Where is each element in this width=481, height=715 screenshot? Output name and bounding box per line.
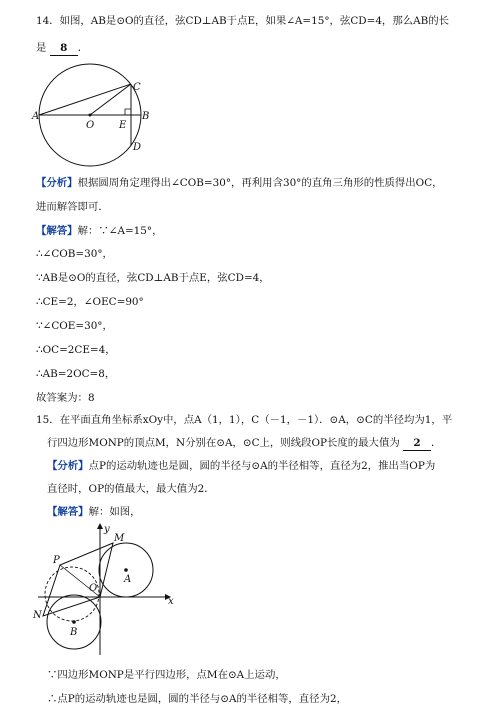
q15-step: ∵四边形MONP是平行四边形，点M在⊙A上运动，	[47, 669, 286, 681]
q14-analysis-line1	[36, 176, 467, 190]
q14-solution-text: 解：∵∠A=15°，	[77, 225, 163, 237]
q14-step: ∴OC=2CE=4，	[36, 344, 116, 356]
q14-label-e: E	[119, 120, 127, 131]
q14-label-d: D	[133, 142, 142, 153]
q14-analysis-tag: 【分析】	[36, 177, 78, 189]
q15-step: ∴点P的运动轨迹也是圆，圆的半径与⊙A的半径相等，直径为2，	[47, 693, 347, 705]
q15-label-p: P	[53, 555, 60, 566]
q14-label-b: B	[142, 111, 150, 122]
q14-answer-blank: 8	[50, 41, 78, 56]
q15-label-o: O	[89, 583, 98, 594]
q15-solution-text: 解：如图，	[88, 506, 141, 518]
q14-solution-line1	[36, 224, 467, 238]
q15-point-b-dot	[72, 620, 76, 624]
q15-stem-prefix: 行四边形MONP的顶点M，N分别在⊙A，⊙C上，则线段OP长度的最大值为	[47, 437, 400, 449]
q14-right-angle-mark	[125, 109, 131, 115]
q15-stem-line2	[47, 436, 467, 451]
q14-circle-figure	[0, 62, 481, 177]
q15-analysis-text: 点P的运动轨迹也是圆，圆的半径与⊙A的半径相等，直径为2，推出当OP为	[88, 460, 436, 472]
q15-stem-line1: 15．在平面直角坐标系xOy中，点A（1，1），C（－1，－1）．⊙A，⊙C的半径均为1，平	[36, 414, 453, 426]
q14-stem-line2	[36, 41, 467, 56]
q15-label-n: N	[33, 610, 42, 621]
q14-step: ∵AB是⊙O的直径，弦CD⊥AB于点E，弦CD=4，	[36, 272, 270, 284]
q15-solution-line1	[47, 505, 467, 519]
q14-center-dot	[89, 114, 92, 117]
q15-solution-tag: 【解答】	[47, 506, 89, 518]
q15-analysis-tag: 【分析】	[47, 460, 89, 472]
q14-label-o: O	[86, 120, 95, 131]
q15-label-b: B	[70, 627, 78, 638]
q15-coordinate-figure	[0, 522, 481, 657]
q14-stem-line1: 14．如图，AB是⊙O的直径，弦CD⊥AB于点E，如果∠A=15°，弦CD=4，那么AB的长	[36, 15, 450, 27]
q15-analysis-line1	[47, 459, 467, 473]
q14-step: 故答案为：8	[36, 392, 95, 404]
q15-label-a: A	[124, 574, 132, 585]
q14-stem-prefix: 是	[36, 42, 47, 54]
q14-label-c: C	[133, 82, 141, 93]
q15-analysis-line2: 直径时，OP的值最大，最大值为2．	[47, 483, 215, 495]
q14-step: ∴∠COB=30°，	[36, 248, 113, 260]
q14-step: ∴AB=2OC=8，	[36, 368, 116, 380]
q14-segment-ac	[39, 84, 131, 115]
q15-label-y: y	[104, 524, 110, 535]
q14-step: ∵∠COE=30°，	[36, 320, 113, 332]
q15-answer-blank: 2	[403, 436, 431, 451]
q15-point-a-dot	[124, 568, 128, 572]
q15-label-x: x	[168, 596, 174, 607]
q15-stem-end: ．	[431, 437, 442, 449]
q14-analysis-text: 根据圆周角定理得出∠COB=30°，再利用含30°的直角三角形的性质得出OC，	[77, 177, 443, 189]
q14-solution-tag: 【解答】	[36, 225, 78, 237]
q14-analysis-line2: 进而解答即可．	[36, 201, 109, 213]
q14-step: ∴CE=2，∠OEC=90°	[36, 296, 144, 308]
q14-stem-end: ．	[77, 42, 89, 54]
q14-label-a: A	[32, 111, 40, 122]
q15-label-m: M	[114, 533, 125, 544]
